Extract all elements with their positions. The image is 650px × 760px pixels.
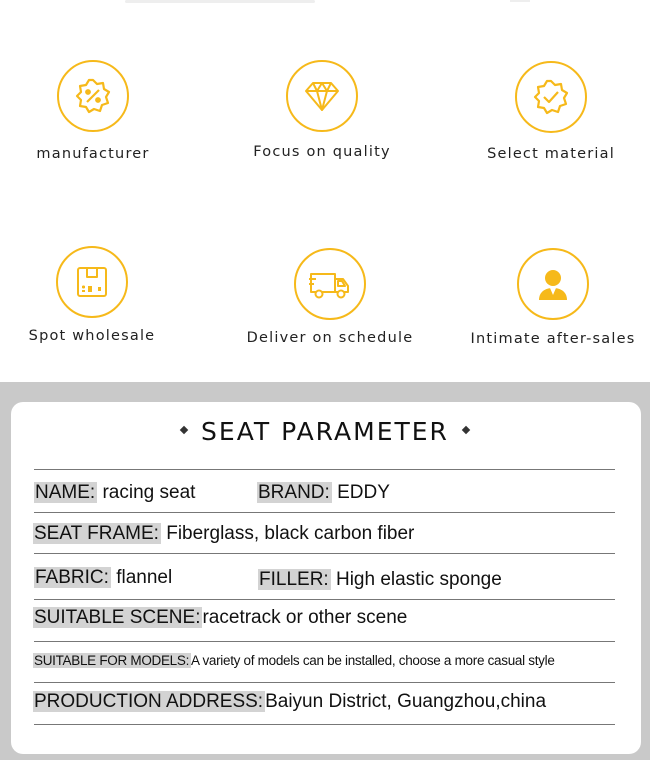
package-box-icon xyxy=(56,246,128,318)
divider xyxy=(34,599,615,600)
brand-label: BRAND: xyxy=(258,482,330,503)
badge-check-icon xyxy=(515,61,587,133)
feature-wholesale xyxy=(0,246,202,344)
diamond-icon xyxy=(286,60,358,132)
filler-label: FILLER: xyxy=(259,569,329,590)
models-value: A variety of models can be installed, choose a more casual style xyxy=(191,653,555,668)
divider xyxy=(34,512,615,513)
fabric-value: flannel xyxy=(116,567,173,588)
fabric-label: FABRIC: xyxy=(35,567,109,588)
filler-row xyxy=(258,569,502,591)
name-label: NAME: xyxy=(35,482,96,503)
address-label: PRODUCTION ADDRESS: xyxy=(34,691,264,712)
feature-label: manufacturer xyxy=(36,146,150,162)
feature-quality xyxy=(212,60,432,160)
models-label: SUITABLE FOR MODELS: xyxy=(34,653,190,668)
divider xyxy=(34,724,615,725)
divider xyxy=(34,469,615,470)
brand-value: EDDY xyxy=(337,482,390,503)
feature-manufacturer xyxy=(0,60,203,162)
feature-material xyxy=(441,61,650,162)
parameter-title: SEAT PARAMETER xyxy=(201,417,449,446)
scene-value: racetrack or other scene xyxy=(202,607,408,628)
address-value: Baiyun District, Guangzhou,china xyxy=(265,691,547,712)
parameter-title-row xyxy=(0,417,650,446)
divider xyxy=(34,682,615,683)
address-row xyxy=(33,691,546,713)
feature-label: Intimate after-sales xyxy=(470,331,636,347)
divider xyxy=(34,553,615,554)
divider xyxy=(34,641,615,642)
top-decor-strip xyxy=(125,0,315,3)
top-decor-strip-right xyxy=(510,0,530,2)
frame-label: SEAT FRAME: xyxy=(34,523,159,544)
feature-label: Spot wholesale xyxy=(28,328,156,344)
frame-value: Fiberglass, black carbon fiber xyxy=(166,523,415,544)
name-row xyxy=(34,482,195,504)
filler-value: High elastic sponge xyxy=(335,569,502,590)
models-row xyxy=(33,653,555,668)
feature-label: Focus on quality xyxy=(253,144,391,160)
fabric-row xyxy=(34,567,172,589)
feature-aftersales xyxy=(443,248,650,347)
feature-label: Deliver on schedule xyxy=(246,330,414,346)
frame-row xyxy=(33,523,414,545)
name-value: racing seat xyxy=(102,482,196,503)
diamond-bullet-icon xyxy=(180,426,188,434)
support-agent-icon xyxy=(517,248,589,320)
brand-row xyxy=(257,482,390,504)
badge-percent-icon xyxy=(57,60,129,132)
scene-row xyxy=(33,607,407,629)
feature-label: Select material xyxy=(487,146,615,162)
feature-schedule xyxy=(220,248,440,346)
delivery-truck-icon xyxy=(294,248,366,320)
diamond-bullet-icon xyxy=(462,426,470,434)
scene-label: SUITABLE SCENE: xyxy=(34,607,201,628)
